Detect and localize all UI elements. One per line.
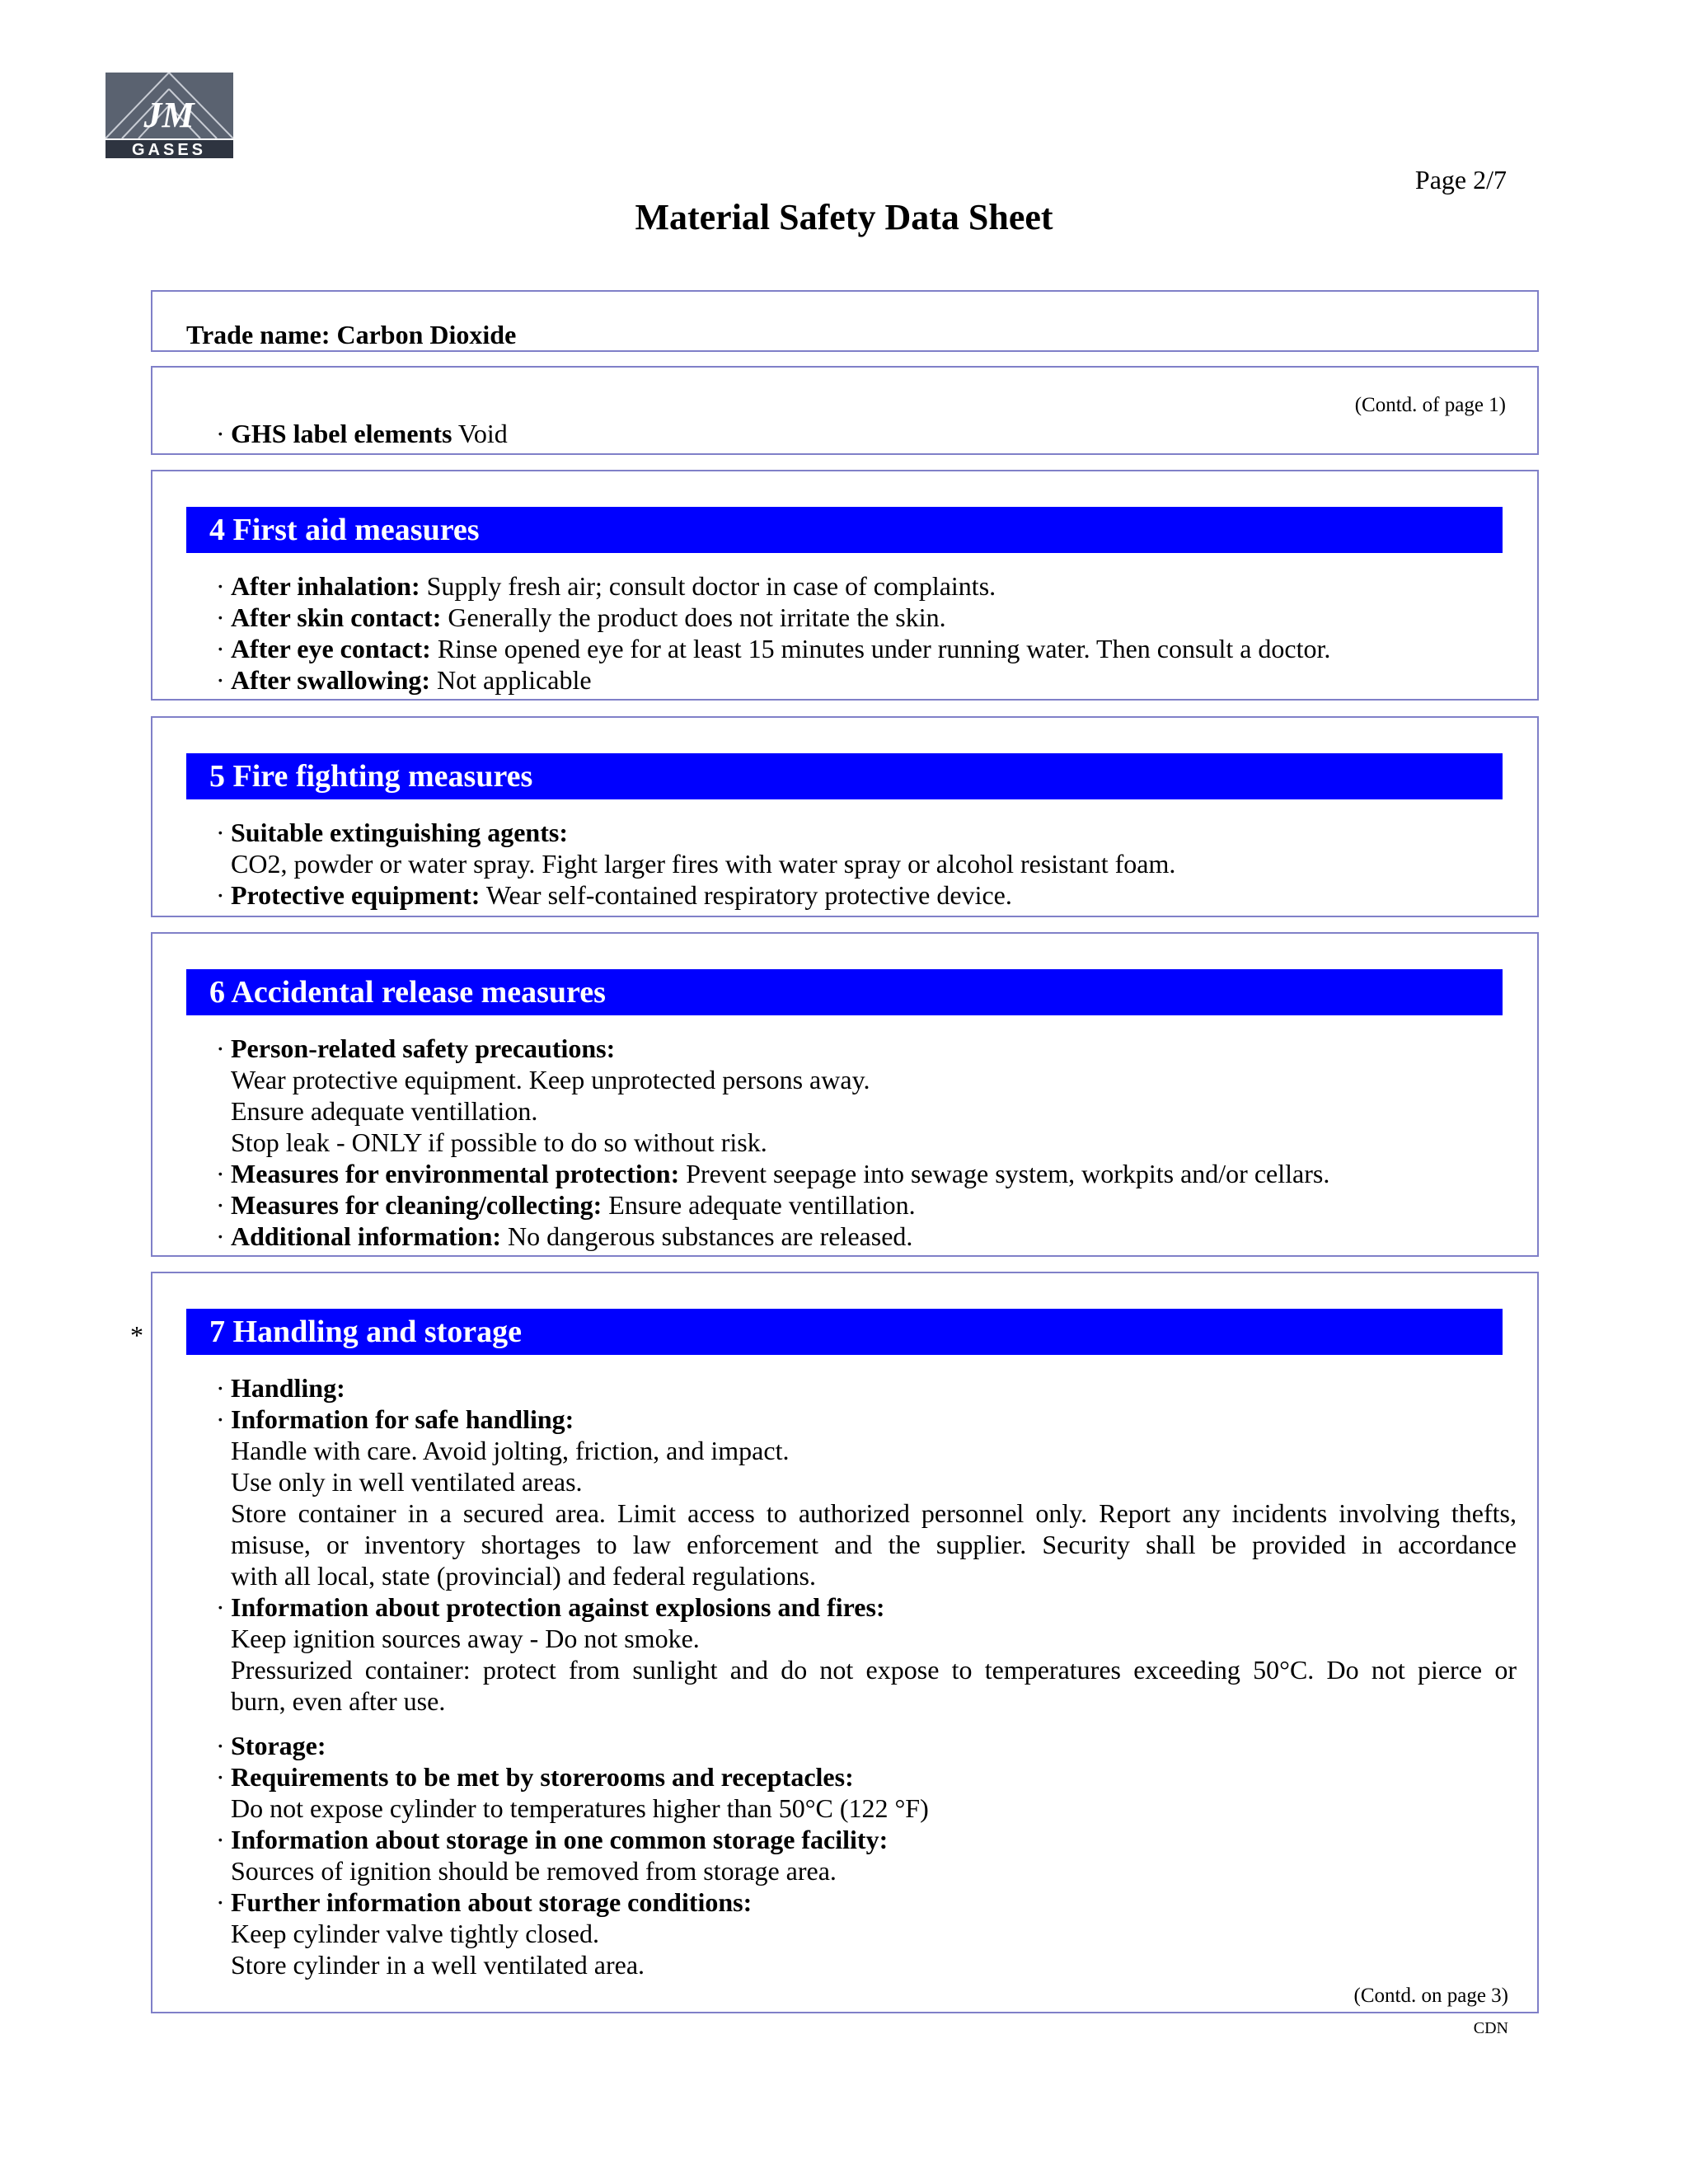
continued-from-label: (Contd. of page 1) [1354, 394, 1506, 416]
list-item: · Requirements to be met by storerooms and receptacles: [216, 1762, 854, 1792]
list-item-text: misuse, or inventory shortages to law enforcement and the supplier. Security shall be provided in accordance [231, 1530, 1517, 1559]
list-item-text: CO2, powder or water spray. Fight larger fires with water spray or alcohol resistant foam. [231, 849, 1176, 879]
list-item: · Information about protection against explosions and fires: [216, 1592, 885, 1622]
list-item-text: Stop leak - ONLY if possible to do so without risk. [231, 1127, 767, 1157]
trade-name: Trade name: Carbon Dioxide [186, 320, 517, 349]
list-item-text: Ensure adequate ventillation. [231, 1096, 538, 1126]
list-item: · Information about storage in one common storage facility: [216, 1825, 889, 1854]
list-item: · Additional information: No dangerous substances are released. [216, 1221, 913, 1251]
bullet: · [216, 419, 225, 448]
list-item-text: Do not expose cylinder to temperatures higher than 50°C (122 °F) [231, 1793, 929, 1823]
list-item-text: Handle with care. Avoid jolting, friction, and impact. [231, 1436, 790, 1465]
section-7-heading: 7 Handling and storage [186, 1309, 1503, 1355]
list-item: · Measures for environmental protection: Prevent seepage into sewage system, workpits and/or cellars. [216, 1159, 1330, 1188]
list-item-text: with all local, state (provincial) and federal regulations. [231, 1561, 816, 1591]
section-5-body [216, 817, 1175, 911]
list-item-text: Wear protective equipment. Keep unprotected persons away. [231, 1065, 870, 1094]
list-item: · Handling: [216, 1373, 345, 1403]
revision-marker: * [130, 1320, 143, 1350]
section-5-heading: 5 Fire fighting measures [186, 753, 1503, 799]
list-item: · After eye contact: Rinse opened eye for at least 15 minutes under running water. Then consult a doctor. [216, 634, 1331, 663]
footer-code: CDN [1473, 2019, 1508, 2037]
list-item: · Further information about storage conditions: [216, 1887, 753, 1917]
page-number: Page 2/7 [1414, 165, 1507, 194]
list-item-text: Keep cylinder valve tightly closed. [231, 1919, 599, 1948]
list-item: · After inhalation: Supply fresh air; consult doctor in case of complaints. [216, 571, 996, 601]
list-item-text: Use only in well ventilated areas. [231, 1467, 583, 1497]
list-item: · Measures for cleaning/collecting: Ensure adequate ventillation. [216, 1190, 916, 1220]
list-item-text: Store container in a secured area. Limit access to authorized personnel only. Report any incidents involving thefts, [231, 1498, 1517, 1528]
ghs-value: Void [457, 419, 508, 448]
list-item: · Protective equipment: Wear self-contained respiratory protective device. [216, 880, 1012, 910]
list-item-text: Sources of ignition should be removed from storage area. [231, 1856, 837, 1886]
ghs-label: GHS label elements [231, 419, 452, 448]
section-7-body [216, 1372, 1517, 1980]
list-item-text: Store cylinder in a well ventilated area. [231, 1950, 645, 1980]
list-item-text: burn, even after use. [231, 1686, 446, 1716]
section-4-body [216, 570, 1330, 696]
list-item: · Storage: [216, 1731, 326, 1760]
section-6-body [216, 1033, 1329, 1252]
svg-text:GASES: GASES [131, 141, 207, 158]
list-item: · After swallowing: Not applicable [216, 665, 592, 695]
company-logo [106, 73, 233, 158]
list-item-text: Keep ignition sources away - Do not smoke. [231, 1624, 700, 1653]
document-title: Material Safety Data Sheet [635, 197, 1053, 237]
section-4-heading: 4 First aid measures [186, 507, 1503, 553]
list-item: · Suitable extinguishing agents: [216, 818, 568, 847]
list-item: · After skin contact: Generally the product does not irritate the skin. [216, 602, 946, 632]
section-6-heading: 6 Accidental release measures [186, 969, 1503, 1015]
list-item: · Information for safe handling: [216, 1404, 574, 1434]
continued-on-label: (Contd. on page 3) [1353, 1985, 1508, 2007]
ghs-line [216, 418, 508, 449]
list-item-text: Pressurized container: protect from sunlight and do not expose to temperatures exceeding 50°C. Do not pierce or [231, 1655, 1517, 1685]
svg-text:JM: JM [143, 95, 195, 135]
list-item: · Person-related safety precautions: [216, 1033, 616, 1063]
